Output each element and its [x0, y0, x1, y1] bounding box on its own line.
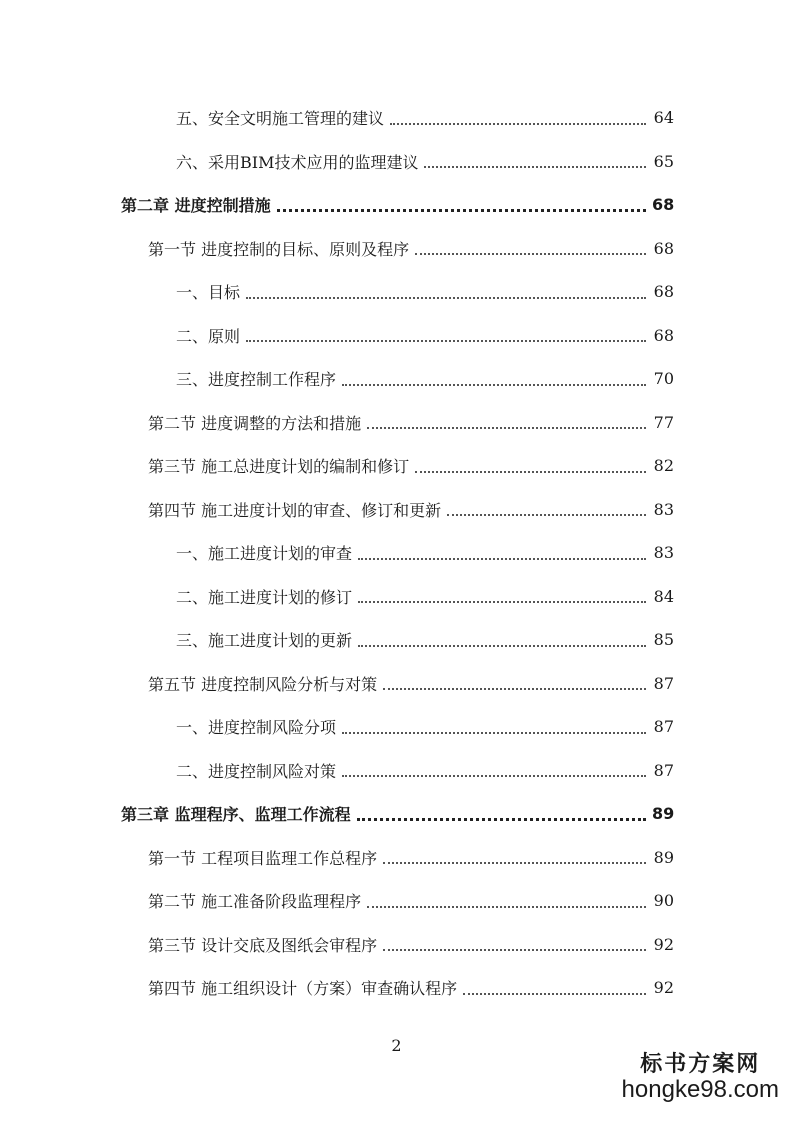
toc-leader-dots — [383, 846, 646, 864]
toc-entry[interactable] — [0, 357, 793, 401]
toc-entry-title: 一、进度控制风险分项 — [176, 718, 337, 738]
toc-entry-title: 第四节 施工进度计划的审查、修订和更新 — [148, 500, 442, 520]
toc-entry-page: 92 — [653, 934, 674, 954]
toc-entry-page: 83 — [653, 499, 674, 519]
toc-entry[interactable] — [0, 227, 793, 271]
toc-entry[interactable] — [0, 575, 793, 619]
toc-entry-title: 三、进度控制工作程序 — [176, 370, 337, 390]
toc-entry-title: 六、采用BIM技术应用的监理建议 — [176, 152, 419, 172]
toc-entry-page: 85 — [653, 630, 674, 650]
toc-leader-dots — [246, 281, 646, 299]
toc-leader-dots — [342, 368, 646, 386]
toc-leader-dots — [390, 107, 646, 125]
watermark-name: 标书方案网 — [640, 1051, 761, 1077]
toc-entry[interactable] — [0, 183, 793, 227]
toc-entry-title: 第四节 施工组织设计（方案）审查确认程序 — [148, 979, 458, 999]
toc-entry[interactable] — [0, 923, 793, 967]
toc-entry[interactable] — [0, 966, 793, 1010]
toc-entry-page: 90 — [653, 891, 674, 911]
toc-leader-dots — [358, 542, 646, 560]
toc-entry-page: 77 — [653, 412, 674, 432]
toc-entry-page: 89 — [653, 847, 674, 867]
toc-entry-title: 一、施工进度计划的审查 — [176, 544, 353, 564]
toc-entry[interactable] — [0, 488, 793, 532]
toc-entry-title: 三、施工进度计划的更新 — [176, 631, 353, 651]
toc-leader-dots — [277, 193, 646, 212]
toc-entry[interactable] — [0, 314, 793, 358]
toc-entry-page: 92 — [653, 978, 674, 998]
toc-entry-title: 第二节 施工准备阶段监理程序 — [148, 892, 362, 912]
toc-entry-page: 87 — [653, 717, 674, 737]
toc-entry-title: 第三章 监理程序、监理工作流程 — [121, 805, 351, 825]
toc-entry-title: 二、施工进度计划的修订 — [176, 587, 353, 607]
toc-entry-page: 68 — [653, 325, 674, 345]
toc-leader-dots — [383, 933, 646, 951]
toc-entry-page: 82 — [653, 456, 674, 476]
watermark-url: hongke98.com — [621, 1076, 779, 1103]
toc-entry-title: 第二章 进度控制措施 — [121, 196, 271, 216]
toc-entry-page: 64 — [653, 108, 674, 128]
toc-entry-title: 第三节 施工总进度计划的编制和修订 — [148, 457, 410, 477]
toc-entry[interactable] — [0, 749, 793, 793]
toc-entry-page: 68 — [653, 238, 674, 258]
toc-entry-page: 68 — [653, 282, 674, 302]
toc-entry[interactable] — [0, 96, 793, 140]
toc-leader-dots — [367, 411, 646, 429]
toc-leader-dots — [358, 585, 646, 603]
toc-leader-dots — [415, 237, 646, 255]
toc-entry-page: 87 — [653, 673, 674, 693]
toc-leader-dots — [383, 672, 646, 690]
toc-entry-title: 五、安全文明施工管理的建议 — [176, 109, 385, 129]
toc-entry-title: 第一节 工程项目监理工作总程序 — [148, 848, 378, 868]
toc-entry-page: 68 — [652, 195, 675, 215]
toc-leader-dots — [447, 498, 646, 516]
toc-entry-page: 87 — [653, 760, 674, 780]
toc-entry[interactable] — [0, 401, 793, 445]
toc-entry-page: 70 — [653, 369, 674, 389]
toc-leader-dots — [367, 890, 646, 908]
toc-entry-title: 第二节 进度调整的方法和措施 — [148, 413, 362, 433]
toc-entry-title: 一、目标 — [176, 283, 241, 303]
toc-entry[interactable] — [0, 618, 793, 662]
toc-entry-title: 二、进度控制风险对策 — [176, 761, 337, 781]
toc-leader-dots — [357, 802, 646, 821]
toc-entry[interactable] — [0, 879, 793, 923]
toc-entry[interactable] — [0, 792, 793, 836]
toc-leader-dots — [463, 977, 646, 995]
toc-leader-dots — [415, 455, 646, 473]
table-of-contents — [0, 96, 793, 1010]
toc-entry-title: 第五节 进度控制风险分析与对策 — [148, 674, 378, 694]
toc-leader-dots — [342, 759, 646, 777]
toc-entry-page: 83 — [653, 543, 674, 563]
toc-leader-dots — [358, 629, 646, 647]
toc-leader-dots — [424, 150, 646, 168]
toc-entry[interactable] — [0, 531, 793, 575]
toc-entry[interactable] — [0, 140, 793, 184]
toc-entry[interactable] — [0, 836, 793, 880]
toc-leader-dots — [246, 324, 646, 342]
toc-entry-page: 89 — [652, 804, 675, 824]
toc-entry[interactable] — [0, 444, 793, 488]
toc-entry-page: 84 — [653, 586, 674, 606]
watermark-logo — [622, 1047, 779, 1104]
toc-entry-title: 第三节 设计交底及图纸会审程序 — [148, 935, 378, 955]
toc-entry-title: 第一节 进度控制的目标、原则及程序 — [148, 239, 410, 259]
toc-entry[interactable] — [0, 705, 793, 749]
page-number: 2 — [391, 1036, 402, 1055]
toc-entry[interactable] — [0, 662, 793, 706]
toc-leader-dots — [342, 716, 646, 734]
toc-entry-page: 65 — [653, 151, 674, 171]
toc-entry-title: 二、原则 — [176, 326, 241, 346]
toc-entry[interactable] — [0, 270, 793, 314]
